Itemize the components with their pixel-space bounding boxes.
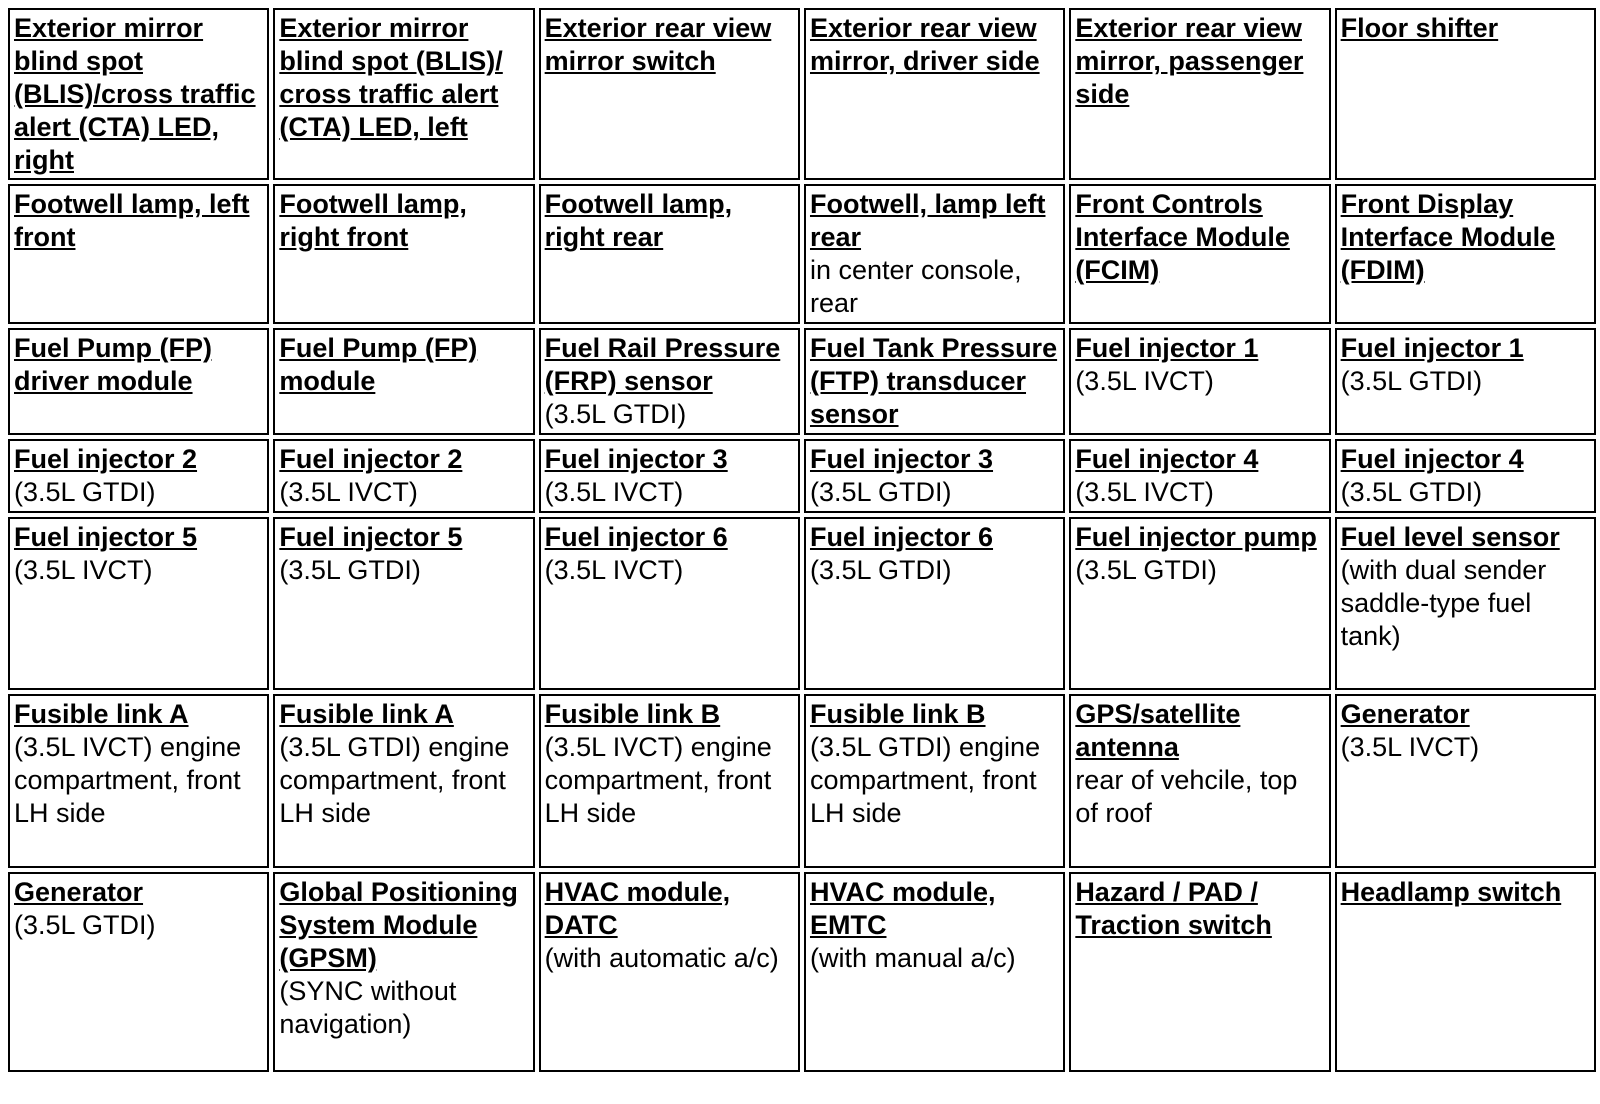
component-note: (3.5L IVCT) <box>544 477 684 507</box>
component-name-link[interactable]: Footwell lamp, left front <box>14 189 250 252</box>
component-name-link[interactable]: Fuel injector 4 <box>1075 444 1259 474</box>
component-note: (3.5L GTDI) <box>809 477 952 507</box>
component-location-table <box>4 4 1600 1076</box>
component-note: (3.5L GTDI) <box>1340 477 1483 507</box>
component-note: (3.5L IVCT) <box>1340 732 1480 762</box>
component-note: (3.5L IVCT) <box>14 555 153 585</box>
table-cell <box>8 328 269 435</box>
table-cell <box>273 328 534 435</box>
component-name-link[interactable]: Fusible link B <box>544 699 721 729</box>
component-note: (3.5L GTDI) <box>1075 555 1217 585</box>
table-cell <box>1069 328 1330 435</box>
component-note: (with manual a/c) <box>809 943 1016 973</box>
component-name-link[interactable]: Generator <box>14 877 144 907</box>
component-name-link[interactable]: Footwell lamp, right rear <box>544 189 733 252</box>
component-name-link[interactable]: GPS/satellite antenna <box>1075 699 1241 762</box>
component-name-link[interactable]: Front Display Interface Module (FDIM) <box>1340 189 1556 285</box>
table-row <box>8 184 1596 324</box>
component-name-link[interactable]: Footwell, lamp left rear <box>809 189 1046 252</box>
component-note: (3.5L IVCT) engine compartment, front LH side <box>14 732 242 828</box>
component-name-link[interactable]: Fusible link A <box>14 699 189 729</box>
component-note: (with automatic a/c) <box>544 943 779 973</box>
table-row <box>8 694 1596 868</box>
table-row <box>8 439 1596 513</box>
component-name-link[interactable]: Fusible link B <box>809 699 986 729</box>
component-name-link[interactable]: Exterior mirror blind spot (BLIS)/ cross traffic alert (CTA) LED, left <box>279 13 503 142</box>
component-note: (SYNC without navigation) <box>279 976 457 1039</box>
table-cell <box>1335 8 1596 180</box>
table-cell <box>273 517 534 690</box>
component-name-link[interactable]: Fuel injector 1 <box>1075 333 1259 363</box>
component-name-link[interactable]: Footwell lamp, right front <box>279 189 467 252</box>
component-note: (3.5L IVCT) <box>1075 477 1214 507</box>
table-cell <box>1069 872 1330 1072</box>
component-note: (3.5L IVCT) <box>1075 366 1214 396</box>
table-cell <box>273 184 534 324</box>
component-note: (3.5L GTDI) <box>809 555 952 585</box>
component-note: (3.5L GTDI) <box>14 477 156 507</box>
component-name-link[interactable]: Fuel injector 3 <box>809 444 994 474</box>
table-cell <box>8 517 269 690</box>
component-name-link[interactable]: Fuel Pump (FP) driver module <box>14 333 212 396</box>
component-name-link[interactable]: Fuel injector 1 <box>1340 333 1524 363</box>
table-cell <box>1335 872 1596 1072</box>
component-name-link[interactable]: Headlamp switch <box>1340 877 1562 907</box>
component-name-link[interactable]: Fuel injector pump <box>1075 522 1317 552</box>
component-name-link[interactable]: Generator <box>1340 699 1470 729</box>
component-note: (3.5L GTDI) <box>1340 366 1483 396</box>
component-note: (3.5L GTDI) <box>14 910 156 940</box>
table-cell <box>539 439 800 513</box>
table-cell <box>1335 328 1596 435</box>
component-name-link[interactable]: HVAC module, DATC <box>544 877 731 940</box>
table-cell <box>8 872 269 1072</box>
table-cell <box>539 8 800 180</box>
table-cell <box>8 439 269 513</box>
table-cell <box>1335 517 1596 690</box>
component-name-link[interactable]: Global Positioning System Module (GPSM) <box>279 877 518 973</box>
table-cell <box>1335 439 1596 513</box>
table-cell <box>273 439 534 513</box>
table-cell <box>1069 694 1330 868</box>
component-name-link[interactable]: Exterior rear view mirror switch <box>544 13 772 76</box>
component-name-link[interactable]: Fuel injector 2 <box>14 444 198 474</box>
table-cell <box>1069 184 1330 324</box>
component-note: (3.5L GTDI) <box>279 555 421 585</box>
component-name-link[interactable]: Fuel level sensor <box>1340 522 1560 552</box>
component-name-link[interactable]: Fuel Tank Pressure (FTP) transducer sensor <box>809 333 1058 429</box>
component-name-link[interactable]: Fuel injector 5 <box>279 522 463 552</box>
component-note: (3.5L GTDI) <box>544 399 687 429</box>
component-note: in center console, rear <box>809 255 1022 318</box>
component-name-link[interactable]: Hazard / PAD / Traction switch <box>1075 877 1272 940</box>
table-cell <box>539 694 800 868</box>
component-name-link[interactable]: Fusible link A <box>279 699 454 729</box>
table-cell <box>804 184 1065 324</box>
component-name-link[interactable]: Exterior mirror blind spot (BLIS)/cross traffic alert (CTA) LED, right <box>14 13 256 175</box>
component-name-link[interactable]: Fuel Pump (FP) module <box>279 333 478 396</box>
component-note: (3.5L GTDI) engine compartment, front LH side <box>279 732 510 828</box>
table-cell <box>273 872 534 1072</box>
table-row <box>8 872 1596 1072</box>
component-name-link[interactable]: Floor shifter <box>1340 13 1499 43</box>
component-name-link[interactable]: Fuel injector 3 <box>544 444 728 474</box>
component-name-link[interactable]: Fuel injector 5 <box>14 522 198 552</box>
table-row <box>8 517 1596 690</box>
component-name-link[interactable]: Fuel injector 6 <box>809 522 994 552</box>
table-cell <box>804 8 1065 180</box>
table-body <box>8 8 1596 1072</box>
table-cell <box>539 517 800 690</box>
component-name-link[interactable]: Exterior rear view mirror, driver side <box>809 13 1040 76</box>
component-name-link[interactable]: Fuel injector 4 <box>1340 444 1524 474</box>
component-note: (with dual sender saddle-type fuel tank) <box>1340 555 1547 651</box>
component-note: (3.5L GTDI) engine compartment, front LH side <box>809 732 1041 828</box>
table-cell <box>1069 439 1330 513</box>
table-cell <box>8 8 269 180</box>
table-cell <box>804 517 1065 690</box>
table-cell <box>273 8 534 180</box>
component-name-link[interactable]: Fuel injector 2 <box>279 444 463 474</box>
table-cell <box>8 694 269 868</box>
table-cell <box>539 328 800 435</box>
table-cell <box>273 694 534 868</box>
table-row <box>8 328 1596 435</box>
table-cell <box>1335 184 1596 324</box>
component-note: (3.5L IVCT) <box>544 555 684 585</box>
table-cell <box>1069 517 1330 690</box>
component-note: rear of vehcile, top of roof <box>1075 765 1298 828</box>
table-cell <box>804 694 1065 868</box>
component-note: (3.5L IVCT) engine compartment, front LH side <box>544 732 772 828</box>
table-cell <box>804 872 1065 1072</box>
table-row <box>8 8 1596 180</box>
component-note: (3.5L IVCT) <box>279 477 418 507</box>
table-cell <box>804 328 1065 435</box>
table-cell <box>804 439 1065 513</box>
table-cell <box>539 184 800 324</box>
component-name-link[interactable]: Front Controls Interface Module (FCIM) <box>1075 189 1290 285</box>
component-name-link[interactable]: HVAC module, EMTC <box>809 877 996 940</box>
component-name-link[interactable]: Fuel injector 6 <box>544 522 728 552</box>
component-name-link[interactable]: Fuel Rail Pressure (FRP) sensor <box>544 333 781 396</box>
table-cell <box>539 872 800 1072</box>
table-cell <box>8 184 269 324</box>
table-cell <box>1335 694 1596 868</box>
table-cell <box>1069 8 1330 180</box>
component-name-link[interactable]: Exterior rear view mirror, passenger side <box>1075 13 1304 109</box>
